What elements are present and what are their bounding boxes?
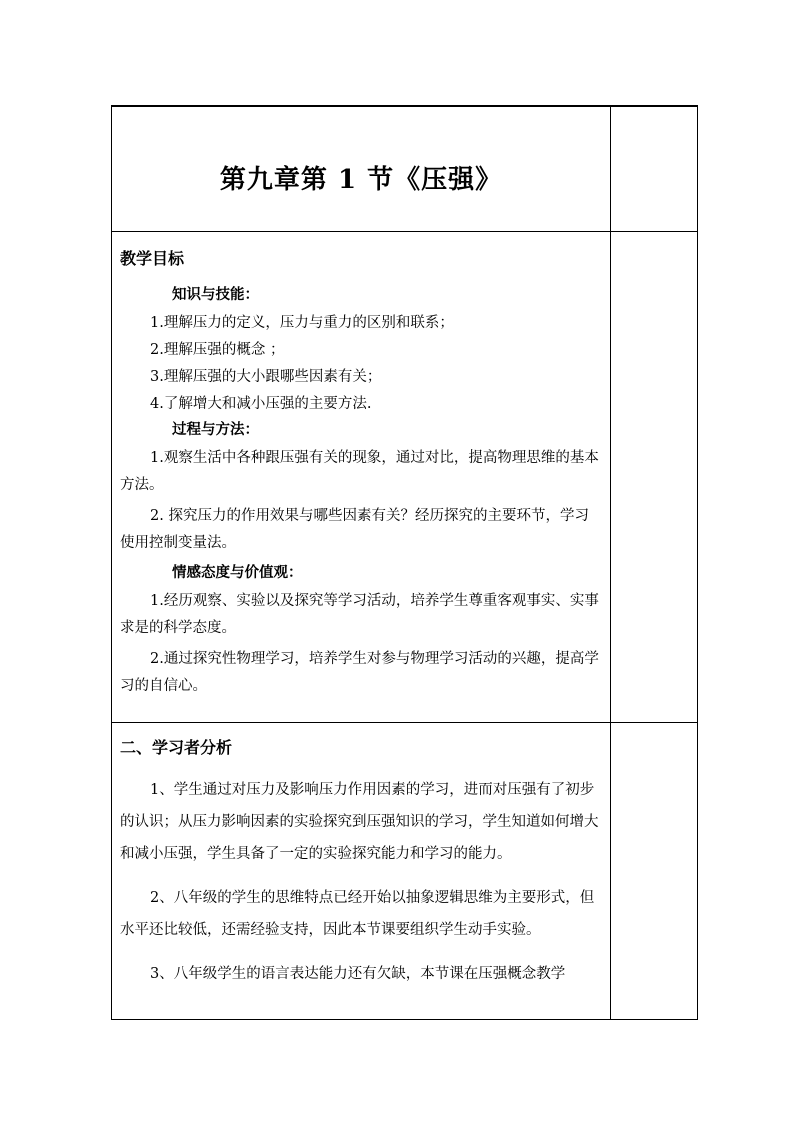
lesson-plan-table bbox=[111, 105, 698, 1020]
title-cell bbox=[112, 106, 611, 232]
learner-analysis-cell bbox=[112, 723, 611, 1020]
notes-column-cell bbox=[611, 232, 698, 723]
learner-paragraph: 1、学生通过对压力及影响压力作用因素的学习，进而对压强有了初步的认识；从压力影响因素的实验探究到压强知识的学习，学生知道如何增大和减小压强，学生具备了一定的实验探究能力和学习的能力。 bbox=[120, 782, 599, 862]
knowledge-heading: 知识与技能： bbox=[172, 286, 259, 303]
learner-analysis-heading: 二、学习者分析 bbox=[120, 738, 233, 757]
process-heading: 过程与方法： bbox=[172, 421, 259, 438]
objectives-cell bbox=[112, 232, 611, 723]
notes-column-cell bbox=[611, 723, 698, 1020]
objectives-heading: 教学目标 bbox=[120, 249, 185, 268]
objectives-row bbox=[112, 232, 698, 723]
process-item: 1.观察生活中各种跟压强有关的现象，通过对比，提高物理思维的基本方法。 bbox=[120, 450, 599, 493]
learner-paragraph: 2、八年级的学生的思维特点已经开始以抽象逻辑思维为主要形式，但水平还比较低，还需经验支持，因此本节课要组织学生动手实验。 bbox=[120, 890, 595, 938]
knowledge-item: 1.理解压力的定义，压力与重力的区别和联系； bbox=[150, 315, 454, 331]
knowledge-item: 3.理解压强的大小跟哪些因素有关； bbox=[150, 369, 382, 385]
knowledge-item: 4.了解增大和减小压强的主要方法. bbox=[150, 396, 372, 412]
learner-analysis-row bbox=[112, 723, 698, 1020]
process-item: 2. 探究压力的作用效果与哪些因素有关？经历探究的主要环节，学习使用控制变量法。 bbox=[120, 508, 589, 551]
learner-paragraph: 3、八年级学生的语言表达能力还有欠缺，本节课在压强概念教学 bbox=[150, 966, 566, 982]
attitude-item: 2.通过探究性物理学习，培养学生对参与物理学习活动的兴趣，提高学习的自信心。 bbox=[120, 651, 599, 694]
page-title: 第九章第 1 节《压强》 bbox=[219, 165, 503, 195]
knowledge-item: 2.理解压强的概念 ； bbox=[150, 342, 285, 358]
title-row bbox=[112, 106, 698, 232]
notes-column-cell bbox=[611, 106, 698, 232]
attitude-item: 1.经历观察、实验以及探究等学习活动，培养学生尊重客观事实、实事求是的科学态度。 bbox=[120, 593, 599, 636]
attitude-heading: 情感态度与价值观： bbox=[172, 564, 303, 581]
